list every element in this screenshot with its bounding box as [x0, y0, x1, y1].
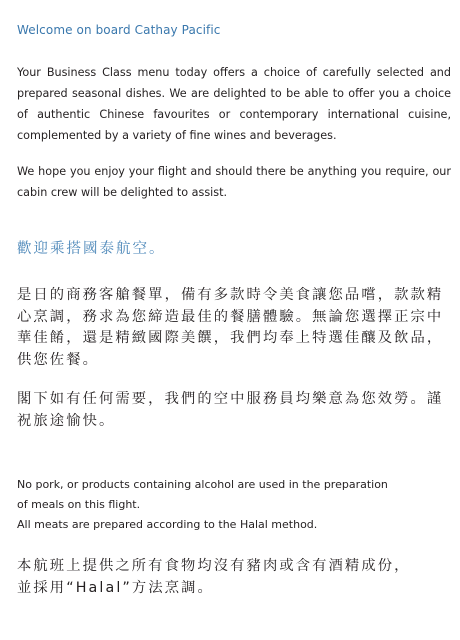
chinese-intro-paragraph: 是日的商務客艙餐單，備有多款時令美食讓您品嚐，款款精心烹調，務求為您締造最佳的餐膳體驗。無論您選擇正宗中華佳餚，還是精緻國際美饌，我們均奉上特選佳釀及飲品，供您佐餐。 [17, 287, 444, 368]
english-closing-paragraph: We hope you enjoy your flight and should there be anything you require, our cabin crew will be delighted to assist. [17, 165, 451, 199]
chinese-closing-paragraph: 閣下如有任何需要，我們的空中服務員均樂意為您效勞。謹祝旅途愉快。 [17, 391, 444, 429]
english-welcome-title: Welcome on board Cathay Pacific [17, 23, 221, 37]
english-halal-line: All meats are prepared according to the Halal method. [17, 518, 318, 531]
chinese-halal-notice [17, 555, 451, 599]
english-halal-line: No pork, or products containing alcohol are used in the preparation [17, 478, 388, 491]
chinese-halal-line: 本航班上提供之所有食物均沒有豬肉或含有酒精成份， [17, 558, 411, 574]
english-intro-paragraph: Your Business Class menu today offers a choice of carefully selected and prepared seasonal dishes. We are delighted to be able to offer you a choice of authentic Chinese favourites or contemporary international cuisine, complemented by a variety of fine wines and beverages. [17, 66, 451, 142]
english-halal-line: of meals on this flight. [17, 498, 141, 511]
chinese-halal-line: 並採用“Halal”方法烹調。 [17, 580, 214, 596]
chinese-welcome-title: 歡迎乘搭國泰航空。 [17, 241, 166, 257]
english-halal-notice [17, 475, 451, 535]
